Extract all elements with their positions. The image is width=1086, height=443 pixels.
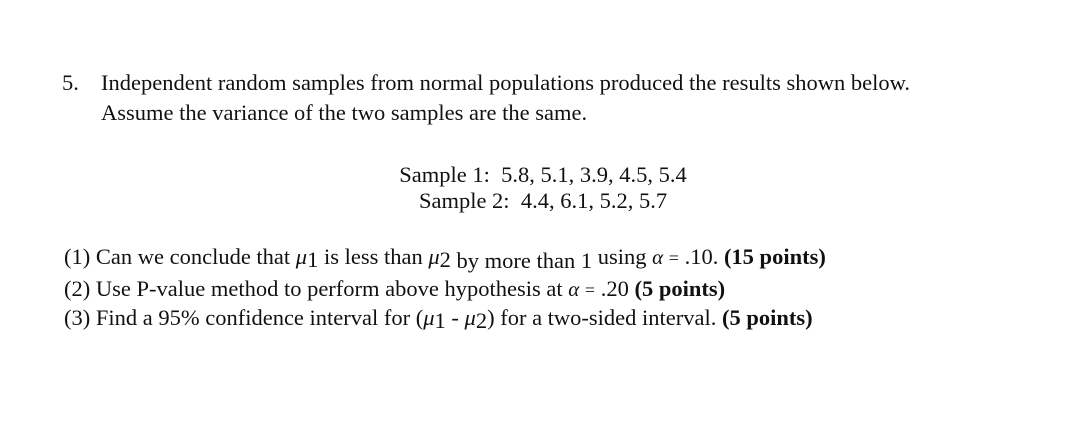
question-1-middle: is less than (323, 244, 423, 269)
subscript-2: 2 (475, 308, 488, 333)
question-1-threshold: 1 (580, 248, 593, 273)
question-2-text: (2) Use P-value method to perform above hypothesis at (64, 276, 563, 301)
question-1 (64, 244, 826, 273)
question-3-suffix: ) for a two-sided interval. (487, 305, 717, 330)
question-1-by-text: by more than (456, 248, 576, 273)
sample-1-label: Sample 1: (399, 162, 490, 187)
mu-symbol: μ (464, 305, 476, 330)
question-1-points: (15 points) (723, 244, 826, 269)
subscript-1: 1 (434, 308, 446, 333)
sample-2-row (0, 188, 1086, 214)
question-1-using: using (597, 244, 647, 269)
equals-sign: = (584, 280, 596, 300)
question-2-points: (5 points) (634, 276, 726, 301)
question-3-points: (5 points) (722, 305, 813, 330)
problem-number: 5. (62, 70, 79, 95)
sample-1-values: 5.8, 5.1, 3.9, 4.5, 5.4 (501, 162, 687, 187)
mu-symbol: μ (423, 305, 435, 330)
question-2-alpha-value: .20 (600, 276, 629, 301)
sample-2-label: Sample 2: (418, 188, 510, 213)
equals-sign: = (668, 248, 679, 268)
question-2 (64, 278, 725, 301)
minus-sign: - (451, 305, 459, 330)
question-1-alpha-value: .10. (684, 244, 719, 269)
alpha-symbol: α (652, 245, 664, 269)
subscript-1: 1 (307, 247, 319, 272)
alpha-symbol: α (568, 277, 580, 301)
mu-symbol: μ (428, 244, 440, 269)
problem-stem-line-2: Assume the variance of the two samples are the same. (101, 100, 588, 125)
question-1-prefix: (1) Can we conclude that (64, 244, 291, 269)
sample-2-values: 4.4, 6.1, 5.2, 5.7 (520, 188, 668, 213)
mu-symbol: μ (295, 244, 308, 269)
question-3 (64, 305, 813, 333)
question-3-prefix: (3) Find a 95% confidence interval for ( (64, 305, 424, 330)
problem-stem-line-1: Independent random samples from normal populations produced the results shown below. (101, 70, 910, 95)
sample-1-row (0, 162, 1086, 188)
subscript-2: 2 (439, 247, 451, 272)
